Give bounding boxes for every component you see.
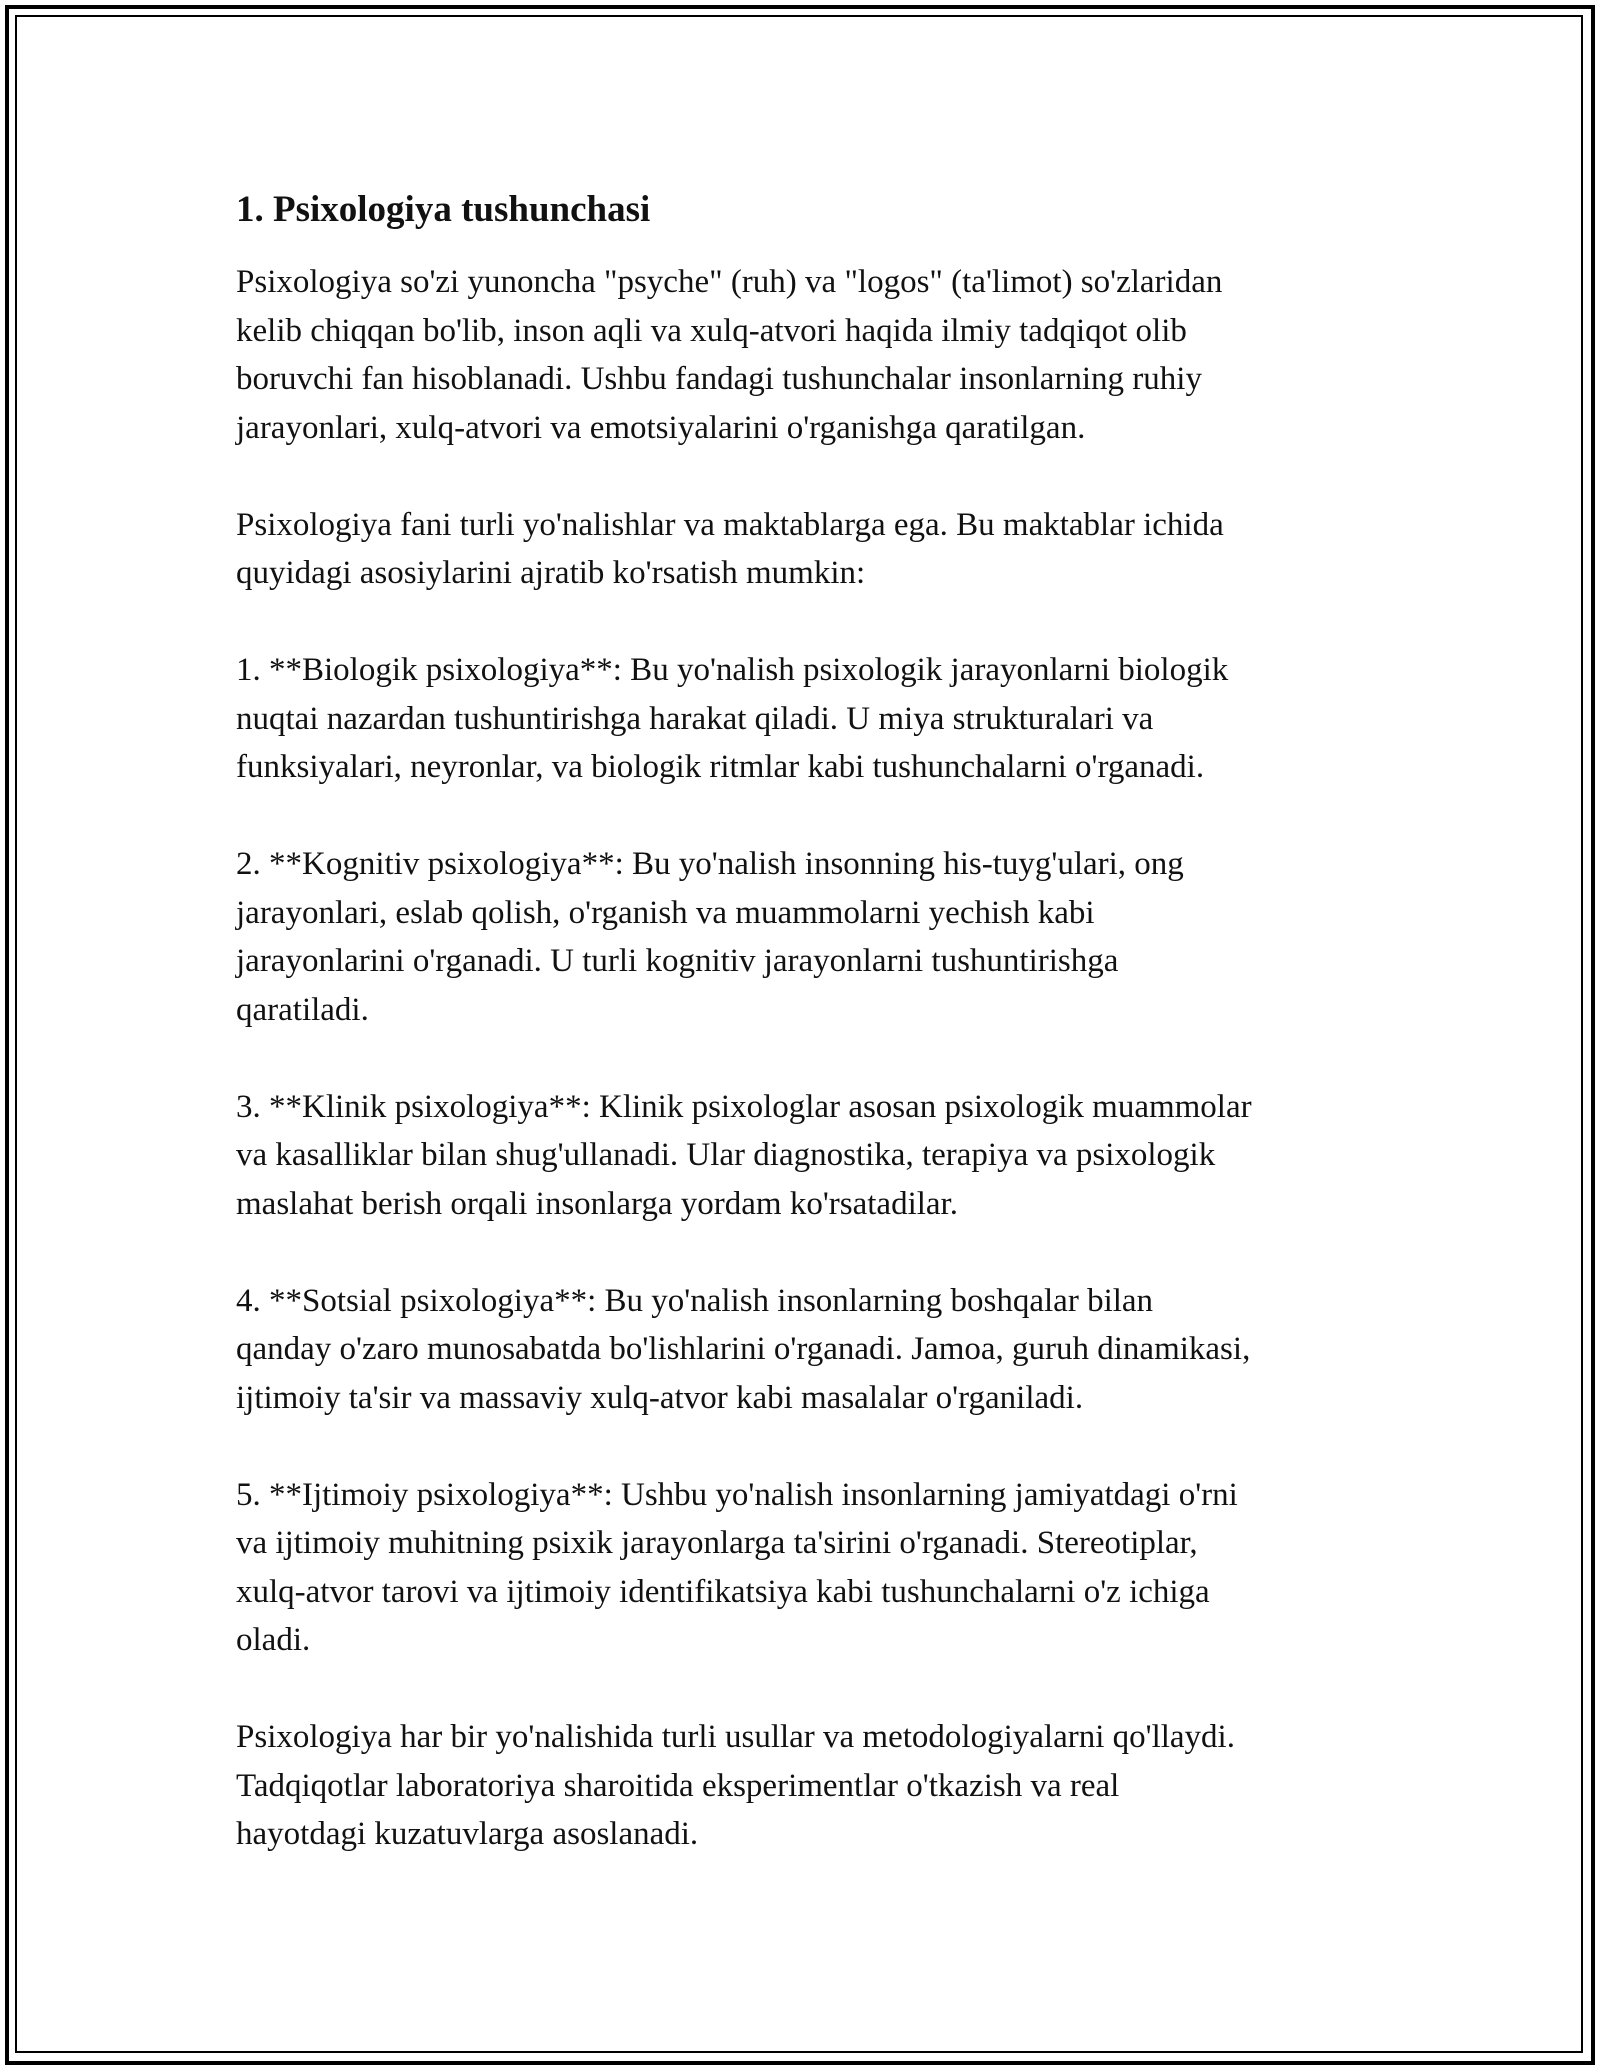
section-heading: 1. Psixologiya tushunchasi xyxy=(236,189,651,230)
document-body xyxy=(236,186,1386,1907)
list-item-societal: 5. **Ijtimoiy psixologiya**: Ushbu yo'nalish insonlarning jamiyatdagi o'rni va ijtimoiy muhitning psixik jarayonlarga ta'sirini o'rganadi. Stereotiplar, xulq-atvor tarovi va ijtimoiy identifikatsiya kabi tushunchalarni o'z ichiga oladi. xyxy=(236,1476,1238,1658)
list-item-cognitive: 2. **Kognitiv psixologiya**: Bu yo'nalish insonning his-tuyg'ulari, ong jarayonlari, eslab qolish, o'rganish va muammolarni yechish kabi jarayonlarini o'rganadi. U turli kognitiv jarayonlarni tushuntirishga qaratiladi. xyxy=(236,846,1184,1028)
intro-paragraph: Psixologiya so'zi yunoncha "psyche" (ruh) va "logos" (ta'limot) so'zlaridan kelib chiqqan bo'lib, inson aqli va xulq-atvori haqida ilmiy tadqiqot olib boruvchi fan hisoblanadi. Ushbu fandagi tushunchalar insonlarning ruhiy jarayonlari, xulq-atvori va emotsiyalarini o'rganishga qaratilgan. xyxy=(236,264,1223,446)
list-item-biological: 1. **Biologik psixologiya**: Bu yo'nalish psixologik jarayonlarni biologik nuqtai nazardan tushuntirishga harakat qiladi. U miya strukturalari va funksiyalari, neyronlar, va biologik ritmlar kabi tushunchalarni o'rganadi. xyxy=(236,652,1229,785)
list-item-clinical: 3. **Klinik psixologiya**: Klinik psixologlar asosan psixologik muammolar va kasalliklar bilan shug'ullanadi. Ular diagnostika, terapiya va psixologik maslahat berish orqali insonlarga yordam ko'rsatadilar. xyxy=(236,1088,1252,1222)
list-item-social: 4. **Sotsial psixologiya**: Bu yo'nalish insonlarning boshqalar bilan qanday o'zaro munosabatda bo'lishlarini o'rganadi. Jamoa, guruh dinamikasi, ijtimoiy ta'sir va massaviy xulq-atvor kabi masalalar o'rganiladi. xyxy=(236,1282,1251,1416)
conclusion-paragraph: Psixologiya har bir yo'nalishida turli usullar va metodologiyalarni qo'llaydi. Tadqiqotlar laboratoriya sharoitida eksperimentlar o'tkazish va real hayotdagi kuzatuvlarga asoslanadi. xyxy=(236,1719,1235,1852)
schools-paragraph: Psixologiya fani turli yo'nalishlar va maktablarga ega. Bu maktablar ichida quyidagi asosiylarini ajratib ko'rsatish mumkin: xyxy=(236,506,1224,591)
